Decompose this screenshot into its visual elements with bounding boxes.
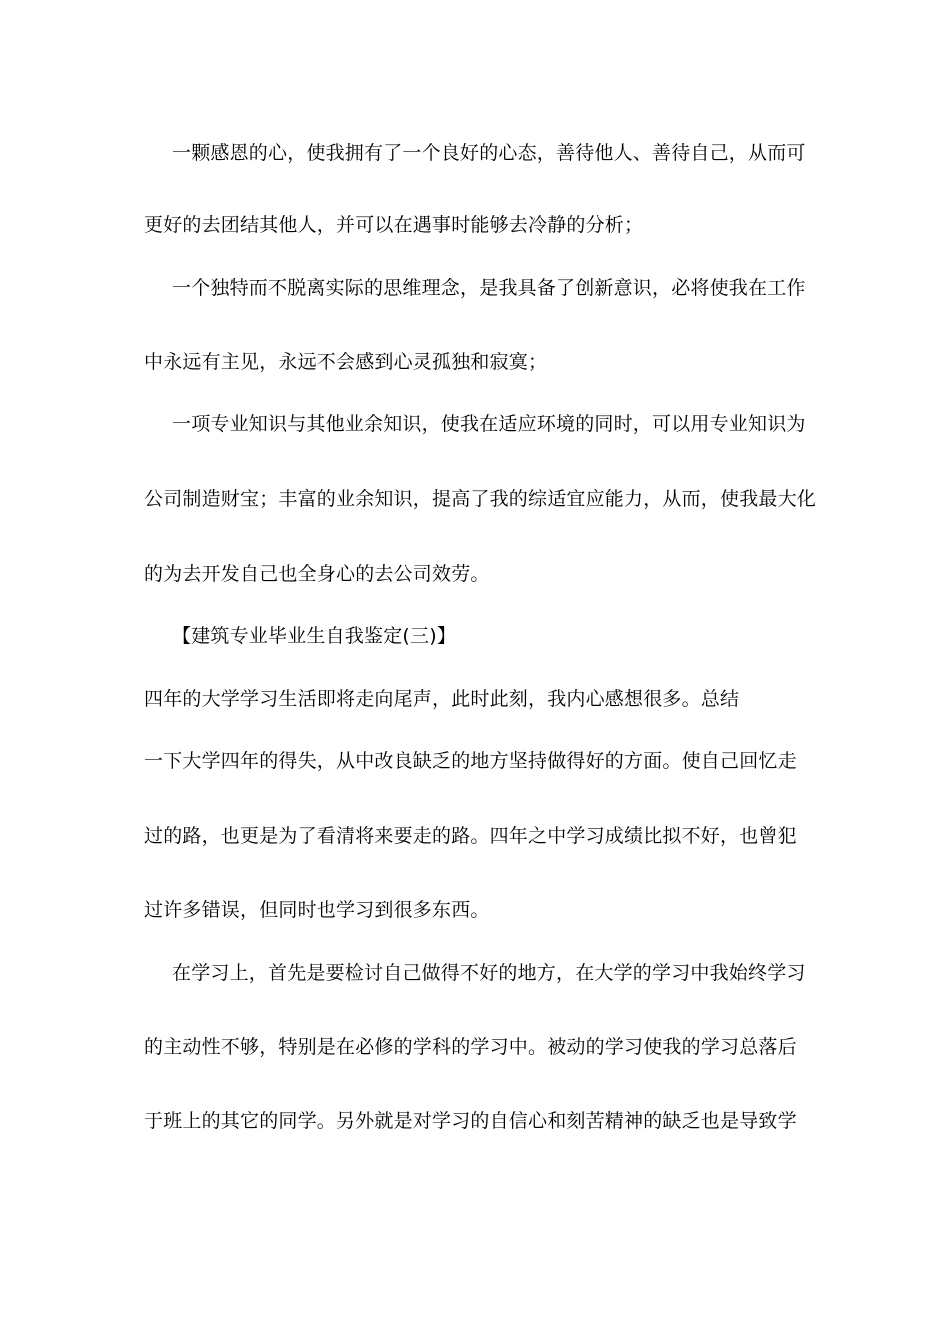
paragraph-line: 于班上的其它的同学。另外就是对学习的自信心和刻苦精神的缺乏也是导致学	[144, 1110, 797, 1132]
paragraph-line: 在学习上，首先是要检讨自己做得不好的地方，在大学的学习中我始终学习	[172, 962, 806, 984]
paragraph-line: 过许多错误，但同时也学习到很多东西。	[144, 899, 490, 921]
paragraph-line: 的主动性不够，特别是在必修的学科的学习中。被动的学习使我的学习总落后	[144, 1036, 797, 1058]
paragraph-line: 一项专业知识与其他业余知识，使我在适应环境的同时，可以用专业知识为	[172, 413, 806, 435]
paragraph-line: 过的路，也更是为了看清将来要走的路。四年之中学习成绩比拟不好，也曾犯	[144, 825, 797, 847]
paragraph-line: 一颗感恩的心，使我拥有了一个良好的心态，善待他人、善待自己，从而可	[172, 142, 806, 164]
paragraph-line: 四年的大学学习生活即将走向尾声，此时此刻，我内心感想很多。总结	[144, 688, 740, 710]
paragraph-line: 中永远有主见，永远不会感到心灵孤独和寂寞；	[144, 351, 548, 373]
paragraph-line: 公司制造财宝；丰富的业余知识，提高了我的综适宜应能力，从而，使我最大化	[144, 488, 817, 510]
paragraph-line: 更好的去团结其他人，并可以在遇事时能够去冷静的分析；	[144, 214, 644, 236]
paragraph-line: 一下大学四年的得失，从中改良缺乏的地方坚持做得好的方面。使自己回忆走	[144, 750, 797, 772]
section-heading: 【建筑专业毕业生自我鉴定(三)】	[172, 625, 457, 647]
paragraph-line: 的为去开发自己也全身心的去公司效劳。	[144, 563, 490, 585]
paragraph-line: 一个独特而不脱离实际的思维理念，是我具备了创新意识，必将使我在工作	[172, 277, 806, 299]
